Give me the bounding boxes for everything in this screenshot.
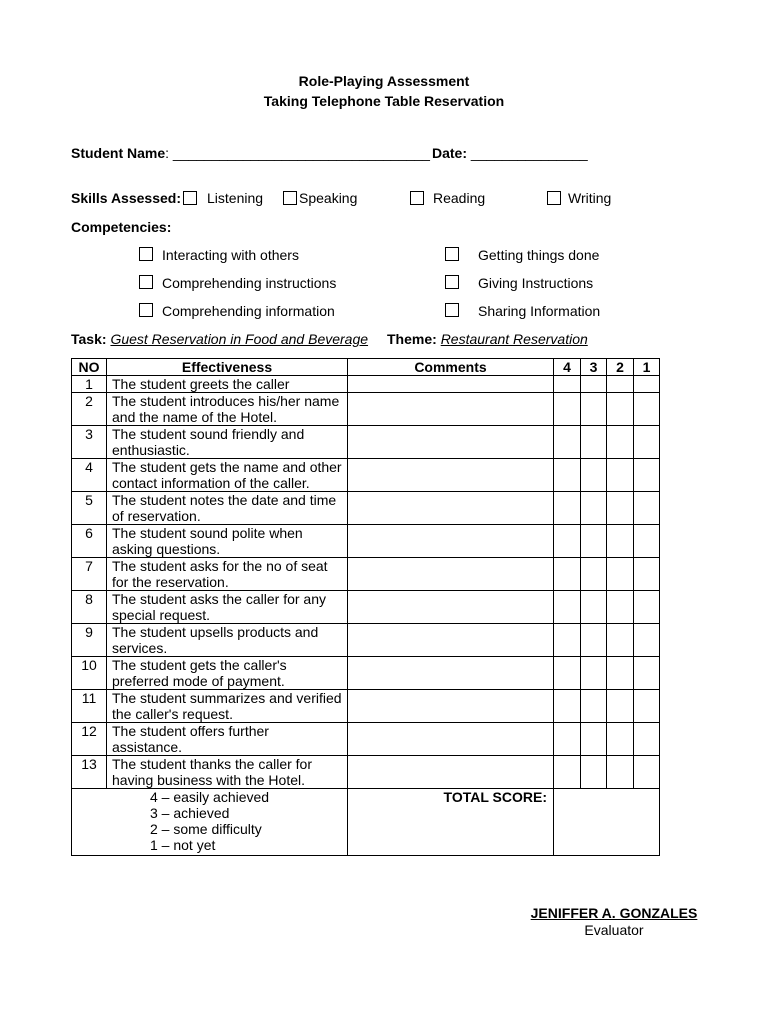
score-2-cell[interactable] — [607, 624, 634, 657]
row-criterion — [107, 525, 348, 558]
header-score-3: 3 — [581, 359, 607, 376]
score-2-cell[interactable] — [607, 756, 634, 789]
sharing-information-label: Sharing Information — [478, 303, 601, 319]
score-4-cell[interactable] — [554, 525, 581, 558]
table-row — [72, 657, 660, 690]
student-name-field[interactable]: _________________________________ — [172, 145, 430, 161]
header-score-2: 2 — [607, 359, 634, 376]
score-3-cell[interactable] — [581, 492, 607, 525]
criterion-line: The student thanks the caller for — [112, 756, 312, 772]
comprehending-instructions-label: Comprehending instructions — [162, 275, 337, 291]
row-criterion — [107, 492, 348, 525]
comment-cell[interactable] — [348, 558, 554, 591]
table-row — [72, 393, 660, 426]
legend-row — [72, 789, 660, 856]
criterion-line: having business with the Hotel. — [112, 772, 305, 788]
legend-item: 2 – some difficulty — [150, 821, 262, 837]
comment-cell[interactable] — [348, 376, 554, 393]
score-3-cell[interactable] — [581, 459, 607, 492]
date-row — [432, 145, 588, 161]
score-4-cell[interactable] — [554, 690, 581, 723]
score-1-cell[interactable] — [634, 558, 660, 591]
score-4-cell[interactable] — [554, 558, 581, 591]
criterion-line: for the reservation. — [112, 574, 229, 590]
giving-instructions-checkbox[interactable] — [445, 275, 459, 289]
evaluator-name: JENIFFER A. GONZALES — [530, 905, 698, 921]
comment-cell[interactable] — [348, 459, 554, 492]
criterion-line: The student gets the name and other — [112, 459, 342, 475]
criterion-line: of reservation. — [112, 508, 201, 524]
row-number: 11 — [72, 690, 107, 723]
task-label: Task: — [71, 331, 107, 347]
criterion-line: The student introduces his/her name — [112, 393, 340, 409]
getting-things-done-checkbox[interactable] — [445, 247, 459, 261]
row-number: 8 — [72, 591, 107, 624]
score-1-cell[interactable] — [634, 723, 660, 756]
table-row — [72, 756, 660, 789]
row-criterion — [107, 624, 348, 657]
criterion-line: The student asks for the no of seat — [112, 558, 328, 574]
reading-checkbox[interactable] — [410, 191, 424, 205]
score-3-cell[interactable] — [581, 525, 607, 558]
criterion-line: assistance. — [112, 739, 183, 755]
theme-row — [387, 331, 588, 347]
comment-cell[interactable] — [348, 690, 554, 723]
score-4-cell[interactable] — [554, 657, 581, 690]
criterion-line: the caller's request. — [112, 706, 233, 722]
criterion-line: special request. — [112, 607, 211, 623]
score-2-cell[interactable] — [607, 690, 634, 723]
score-4-cell[interactable] — [554, 723, 581, 756]
score-4-cell[interactable] — [554, 591, 581, 624]
table-row — [72, 376, 660, 393]
score-3-cell[interactable] — [581, 756, 607, 789]
score-1-cell[interactable] — [634, 591, 660, 624]
score-4-cell[interactable] — [554, 492, 581, 525]
comprehending-information-checkbox[interactable] — [139, 303, 153, 317]
score-1-cell[interactable] — [634, 690, 660, 723]
score-4-cell[interactable] — [554, 624, 581, 657]
speaking-checkbox[interactable] — [283, 191, 297, 205]
criterion-line: and the name of the Hotel. — [112, 409, 277, 425]
table-row — [72, 459, 660, 492]
table-row — [72, 591, 660, 624]
criterion-line: The student offers further — [112, 723, 269, 739]
row-criterion — [107, 426, 348, 459]
score-2-cell[interactable] — [607, 525, 634, 558]
comment-cell[interactable] — [348, 426, 554, 459]
score-1-cell[interactable] — [634, 525, 660, 558]
score-1-cell[interactable] — [634, 459, 660, 492]
legend-cell — [72, 789, 348, 856]
table-row — [72, 492, 660, 525]
table-header-row — [72, 359, 660, 376]
score-3-cell[interactable] — [581, 558, 607, 591]
row-number: 13 — [72, 756, 107, 789]
row-criterion — [107, 393, 348, 426]
criterion-line: enthusiastic. — [112, 442, 190, 458]
table-row — [72, 690, 660, 723]
score-4-cell[interactable] — [554, 393, 581, 426]
row-criterion — [107, 690, 348, 723]
legend-item: 4 – easily achieved — [150, 789, 270, 805]
rubric-table — [71, 358, 660, 856]
criterion-line: The student sound polite when — [112, 525, 303, 541]
row-criterion — [107, 591, 348, 624]
criterion-line: The student summarizes and verified — [112, 690, 342, 706]
score-3-cell[interactable] — [581, 376, 607, 393]
interacting-checkbox[interactable] — [139, 247, 153, 261]
getting-things-done-label: Getting things done — [478, 247, 600, 263]
task-value: Guest Reservation in Food and Beverage — [110, 331, 369, 347]
score-1-cell[interactable] — [634, 426, 660, 459]
competencies-label: Competencies: — [71, 219, 172, 235]
score-1-cell[interactable] — [634, 657, 660, 690]
listening-checkbox[interactable] — [183, 191, 197, 205]
task-row — [71, 331, 368, 347]
sharing-information-checkbox[interactable] — [445, 303, 459, 317]
listening-label: Listening — [207, 190, 264, 206]
giving-instructions-label: Giving Instructions — [478, 275, 594, 291]
criterion-line: The student gets the caller's — [112, 657, 287, 673]
header-comments: Comments — [348, 359, 554, 376]
table-row — [72, 426, 660, 459]
row-number: 2 — [72, 393, 107, 426]
score-2-cell[interactable] — [607, 591, 634, 624]
row-criterion — [107, 459, 348, 492]
row-number: 4 — [72, 459, 107, 492]
theme-value: Restaurant Reservation — [440, 331, 588, 347]
comment-cell[interactable] — [348, 624, 554, 657]
row-number: 10 — [72, 657, 107, 690]
criterion-line: The student notes the date and time — [112, 492, 337, 508]
comment-cell[interactable] — [348, 657, 554, 690]
score-4-cell[interactable] — [554, 459, 581, 492]
comment-cell[interactable] — [348, 492, 554, 525]
score-3-cell[interactable] — [581, 426, 607, 459]
row-criterion — [107, 657, 348, 690]
student-row — [71, 145, 430, 161]
comprehending-instructions-checkbox[interactable] — [139, 275, 153, 289]
evaluator-role: Evaluator — [584, 922, 644, 938]
total-score-field[interactable] — [554, 789, 660, 856]
row-number: 9 — [72, 624, 107, 657]
score-1-cell[interactable] — [634, 376, 660, 393]
row-criterion — [107, 723, 348, 756]
comprehending-information-label: Comprehending information — [162, 303, 335, 319]
score-2-cell[interactable] — [607, 393, 634, 426]
row-number: 5 — [72, 492, 107, 525]
header-score-1: 1 — [634, 359, 660, 376]
student-name-colon: : — [165, 145, 170, 161]
score-2-cell[interactable] — [607, 426, 634, 459]
score-1-cell[interactable] — [634, 393, 660, 426]
student-name-label: Student Name — [71, 145, 166, 161]
table-row — [72, 525, 660, 558]
criterion-line: preferred mode of payment. — [112, 673, 285, 689]
criterion-line: The student sound friendly and — [112, 426, 305, 442]
score-2-cell[interactable] — [607, 657, 634, 690]
header-effectiveness: Effectiveness — [107, 359, 348, 376]
score-2-cell[interactable] — [607, 376, 634, 393]
row-number: 1 — [72, 376, 107, 393]
writing-checkbox[interactable] — [547, 191, 561, 205]
criterion-line: services. — [112, 640, 168, 656]
row-criterion — [107, 376, 348, 393]
score-4-cell[interactable] — [554, 756, 581, 789]
total-score-label: TOTAL SCORE: — [348, 789, 554, 856]
criterion-line: The student asks the caller for any — [112, 591, 326, 607]
page-title: Role-Playing Assessment — [298, 73, 470, 89]
row-criterion — [107, 558, 348, 591]
score-3-cell[interactable] — [581, 624, 607, 657]
row-number: 7 — [72, 558, 107, 591]
comment-cell[interactable] — [348, 591, 554, 624]
criterion-line: The student upsells products and — [112, 624, 319, 640]
header-no: NO — [72, 359, 107, 376]
criterion-line: The student greets the caller — [112, 376, 290, 392]
score-3-cell[interactable] — [581, 657, 607, 690]
score-1-cell[interactable] — [634, 492, 660, 525]
legend-item: 3 – achieved — [150, 805, 230, 821]
page-subtitle: Taking Telephone Table Reservation — [263, 93, 505, 109]
writing-label: Writing — [568, 190, 612, 206]
score-3-cell[interactable] — [581, 591, 607, 624]
score-2-cell[interactable] — [607, 492, 634, 525]
comment-cell[interactable] — [348, 723, 554, 756]
score-2-cell[interactable] — [607, 723, 634, 756]
speaking-label: Speaking — [299, 190, 358, 206]
interacting-label: Interacting with others — [162, 247, 299, 263]
score-3-cell[interactable] — [581, 723, 607, 756]
score-4-cell[interactable] — [554, 426, 581, 459]
table-row — [72, 624, 660, 657]
date-label: Date: — [432, 145, 468, 161]
score-3-cell[interactable] — [581, 393, 607, 426]
row-number: 12 — [72, 723, 107, 756]
legend-item: 1 – not yet — [150, 837, 216, 853]
comment-cell[interactable] — [348, 756, 554, 789]
row-number: 6 — [72, 525, 107, 558]
skills-label: Skills Assessed: — [71, 190, 181, 206]
criterion-line: asking questions. — [112, 541, 221, 557]
theme-label: Theme: — [387, 331, 437, 347]
score-3-cell[interactable] — [581, 690, 607, 723]
comment-cell[interactable] — [348, 393, 554, 426]
reading-label: Reading — [433, 190, 486, 206]
score-4-cell[interactable] — [554, 376, 581, 393]
date-field[interactable]: _______________ — [470, 145, 588, 161]
score-2-cell[interactable] — [607, 558, 634, 591]
header-score-4: 4 — [554, 359, 581, 376]
table-row — [72, 558, 660, 591]
table-row — [72, 723, 660, 756]
score-1-cell[interactable] — [634, 624, 660, 657]
row-criterion — [107, 756, 348, 789]
score-2-cell[interactable] — [607, 459, 634, 492]
row-number: 3 — [72, 426, 107, 459]
criterion-line: contact information of the caller. — [112, 475, 310, 491]
score-1-cell[interactable] — [634, 756, 660, 789]
comment-cell[interactable] — [348, 525, 554, 558]
